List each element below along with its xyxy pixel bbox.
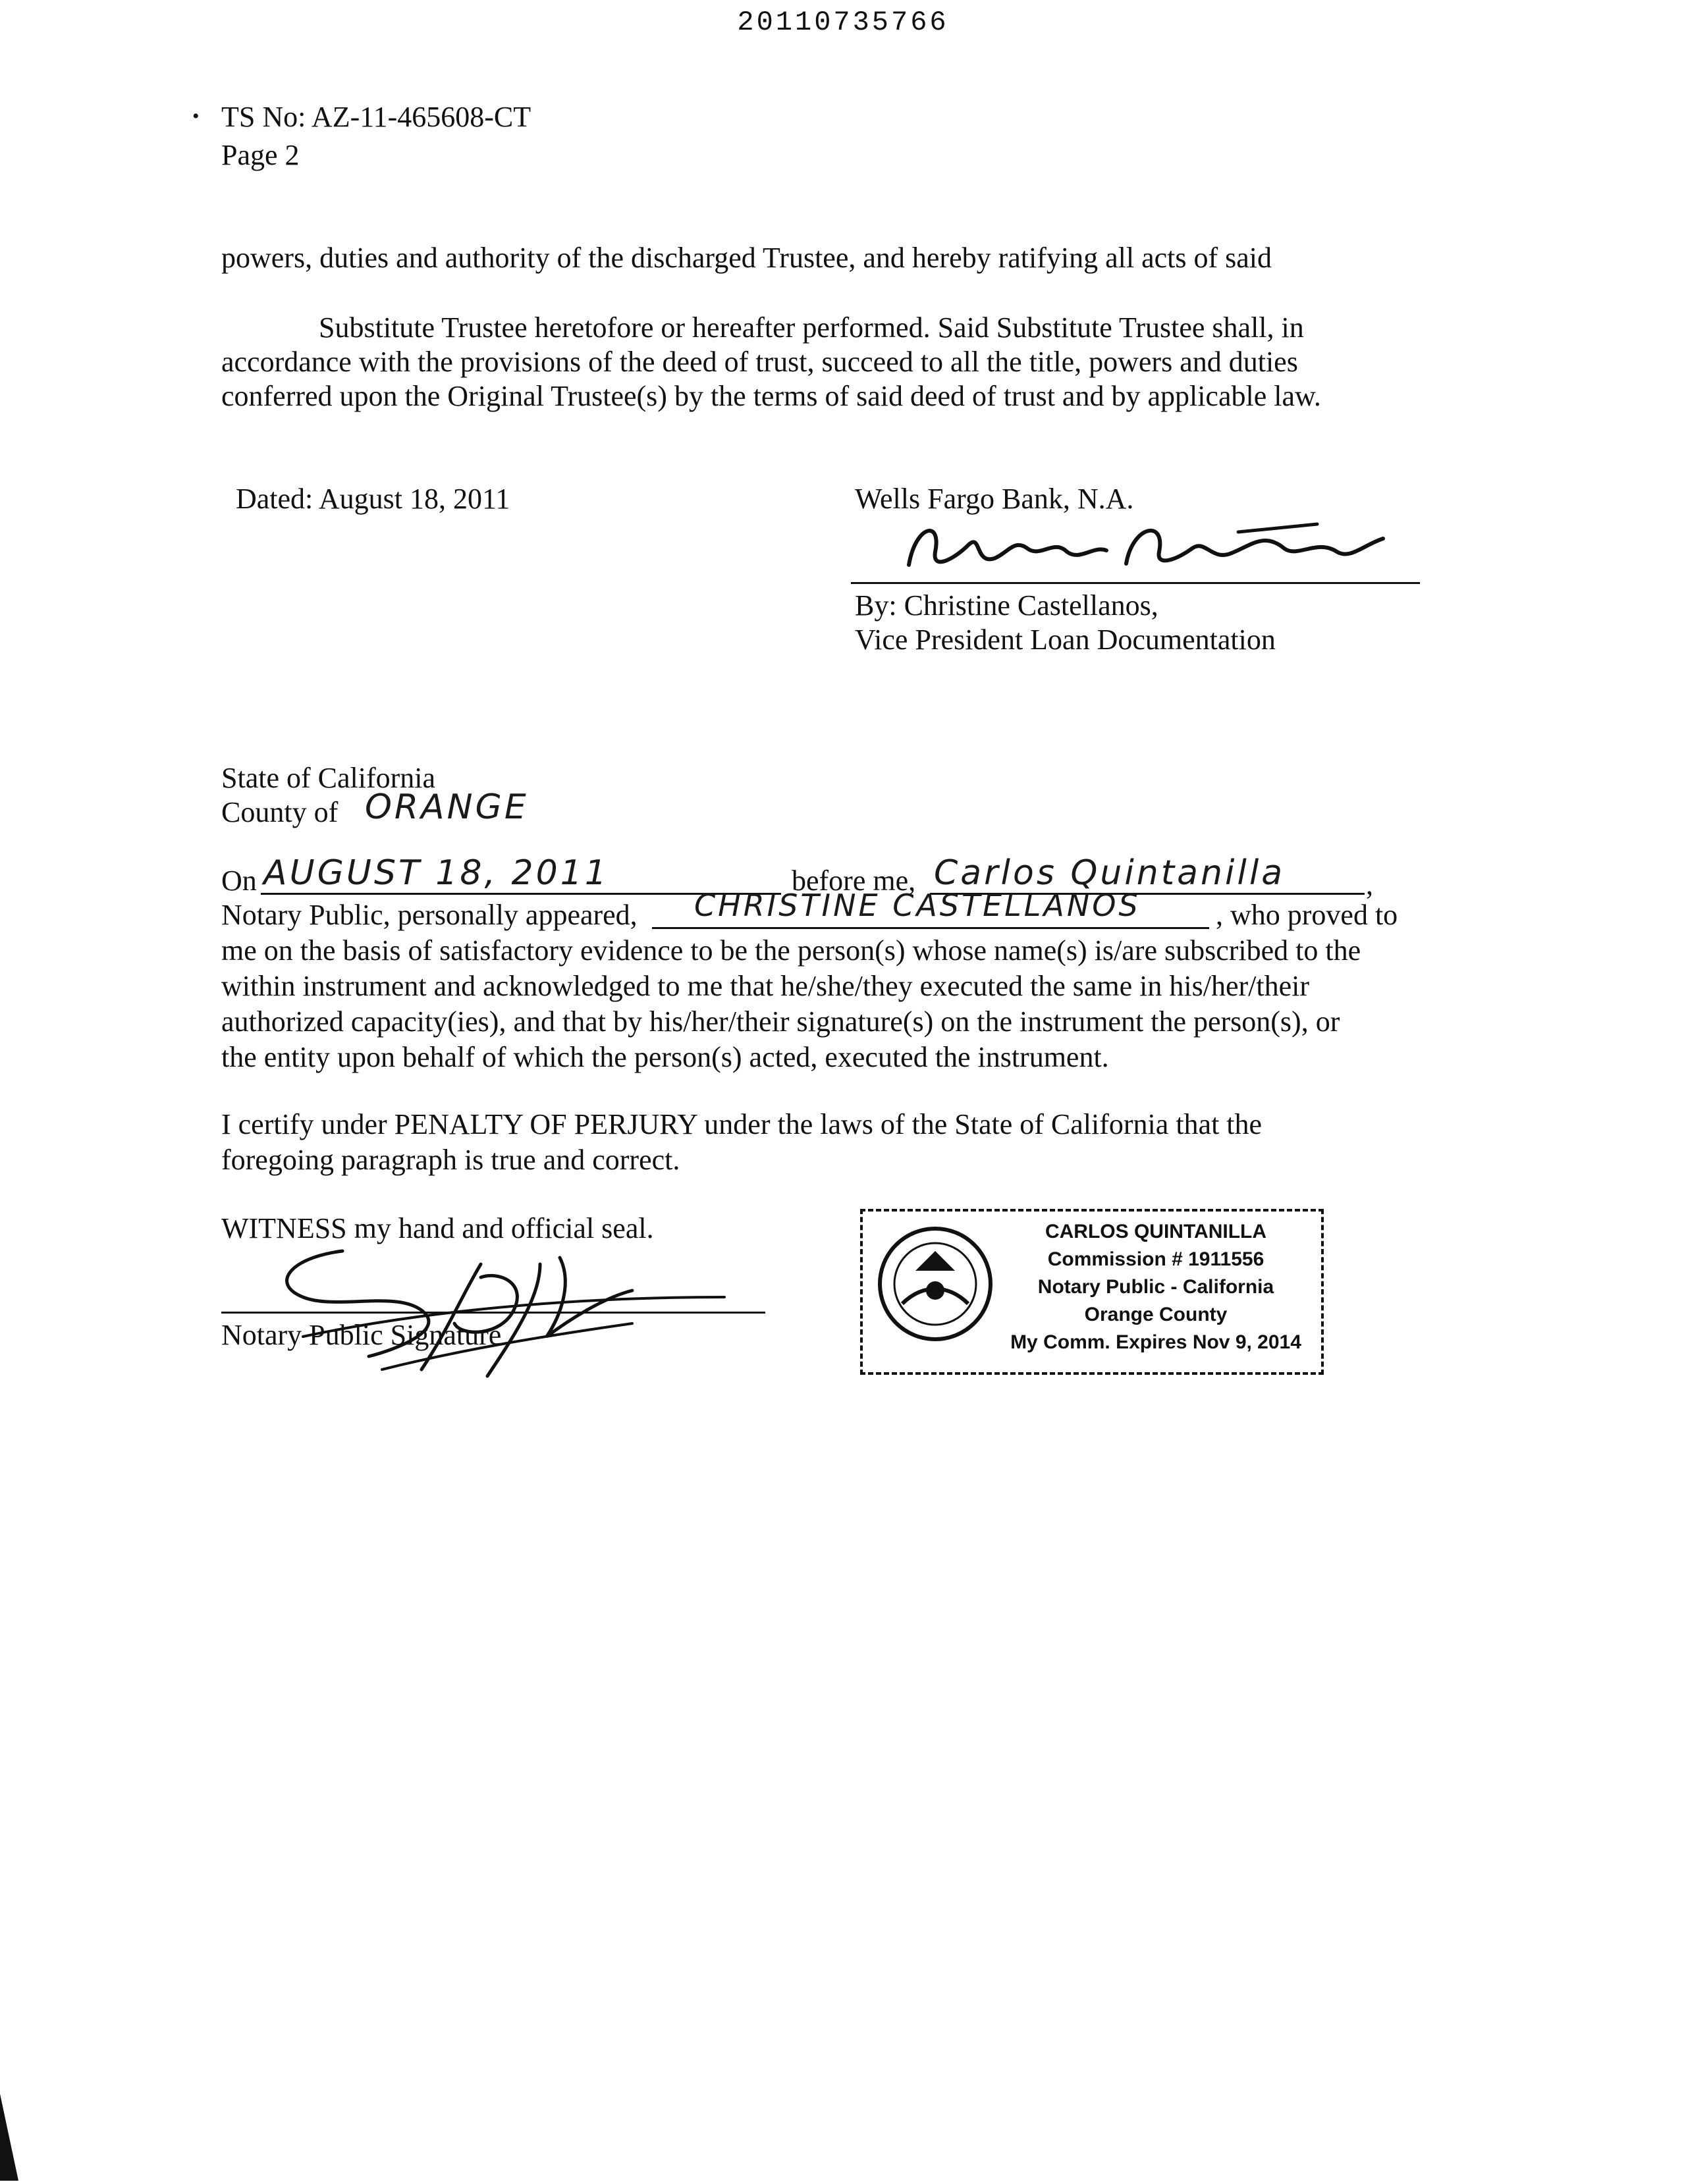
- signature-line: [851, 582, 1420, 584]
- body-paragraph-2-line-3: conferred upon the Original Trustee(s) by the terms of said deed of trust and by applicable law.: [221, 380, 1321, 412]
- body-paragraph-1: powers, duties and authority of the discharged Trustee, and hereby ratifying all acts of said: [221, 242, 1272, 274]
- certify-line-2: foregoing paragraph is true and correct.: [221, 1144, 680, 1176]
- county-label: County of: [221, 796, 339, 828]
- dated-line: Dated: August 18, 2011: [236, 483, 510, 515]
- ack-line-3: authorized capacity(ies), and that by his/her/their signature(s) on the instrument the person(s), or: [221, 1005, 1340, 1038]
- recording-number: 20110735766: [737, 7, 949, 38]
- who-proved-text: , who proved to: [1216, 899, 1398, 931]
- on-label: On: [221, 865, 257, 897]
- certify-line-1: I certify under PENALTY OF PERJURY under the laws of the State of California that the: [221, 1108, 1263, 1140]
- state-line: State of California: [221, 762, 436, 794]
- stamp-county: Orange County: [1084, 1304, 1228, 1325]
- castellanos-signature: [896, 512, 1396, 585]
- company-name: Wells Fargo Bank, N.A.: [855, 483, 1134, 515]
- stamp-commission: Commission # 1911556: [1047, 1248, 1264, 1270]
- date-handwritten: AUGUST 18, 2011: [263, 853, 609, 893]
- page-label: Page 2: [221, 139, 300, 171]
- notary-signature: [263, 1238, 738, 1389]
- comma: ,: [1366, 868, 1373, 901]
- witness-line: WITNESS my hand and official seal.: [221, 1212, 654, 1244]
- signer-by: By: Christine Castellanos,: [855, 589, 1158, 622]
- signer-title: Vice President Loan Documentation: [855, 624, 1276, 656]
- body-paragraph-2-line-2: accordance with the provisions of the deed of trust, succeed to all the title, powers and duties: [221, 346, 1298, 378]
- bullet-mark: •: [192, 105, 200, 127]
- california-seal-icon: [876, 1225, 994, 1343]
- notary-stamp: [860, 1209, 1324, 1375]
- before-me-label: before me,: [792, 865, 916, 897]
- notary-public-label: Notary Public, personally appeared,: [221, 899, 638, 931]
- appeared-handwritten: CHRISTINE CASTELLANOS: [694, 888, 1141, 923]
- stamp-expires: My Comm. Expires Nov 9, 2014: [1010, 1331, 1301, 1353]
- stamp-notary: Notary Public - California: [1037, 1276, 1274, 1298]
- notary-name-handwritten: Carlos Quintanilla: [934, 853, 1286, 893]
- notary-signature-label: Notary Public Signature: [221, 1319, 502, 1351]
- county-handwritten: ORANGE: [365, 787, 529, 827]
- stamp-name: CARLOS QUINTANILLA: [1045, 1221, 1267, 1242]
- body-paragraph-2-line-1: Substitute Trustee heretofore or hereafter performed. Said Substitute Trustee shall, in: [319, 311, 1304, 344]
- ack-line-4: the entity upon behalf of which the person(s) acted, executed the instrument.: [221, 1041, 1109, 1073]
- ack-line-1: me on the basis of satisfactory evidence to be the person(s) whose name(s) is/are subscribed to the: [221, 934, 1361, 967]
- ack-line-2: within instrument and acknowledged to me that he/she/they executed the same in his/her/their: [221, 970, 1309, 1002]
- scan-edge-mark: [0, 2094, 20, 2181]
- appeared-blank-line: [652, 927, 1209, 929]
- ts-number: TS No: AZ-11-465608-CT: [221, 101, 531, 133]
